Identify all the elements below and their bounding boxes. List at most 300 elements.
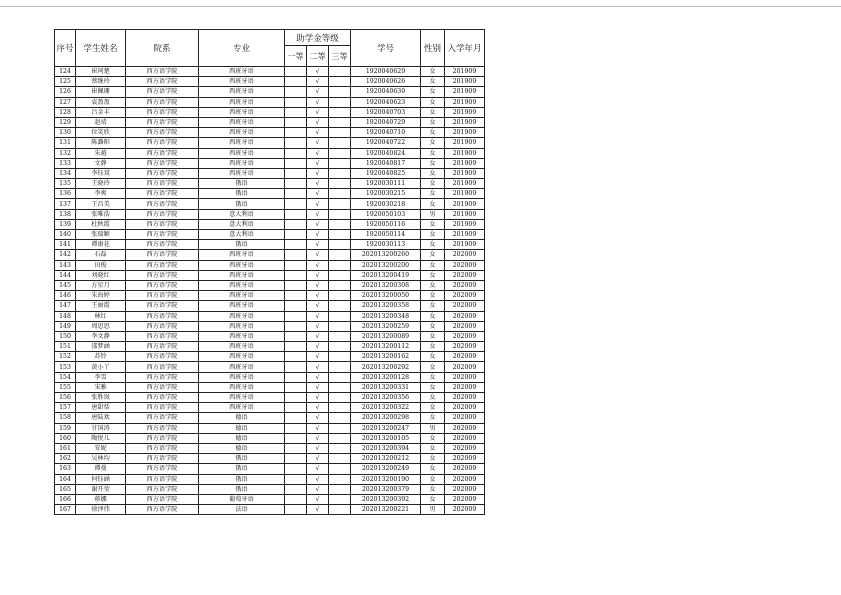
cell-gender: 女 [421, 97, 445, 107]
cell-name: 徐泽伟 [76, 505, 126, 515]
cell-enroll-date: 201909 [445, 240, 485, 250]
cell-enroll-date: 202009 [445, 301, 485, 311]
cell-gender: 女 [421, 107, 445, 117]
table-row [55, 107, 485, 117]
cell-name: 周思思 [76, 321, 126, 331]
cell-college: 西方语学院 [126, 270, 199, 280]
cell-level-3 [329, 331, 351, 341]
cell-enroll-date: 202009 [445, 454, 485, 464]
cell-level-3 [329, 107, 351, 117]
cell-level-2: √ [307, 240, 329, 250]
cell-college: 西方语学院 [126, 209, 199, 219]
cell-student-id: 202013200247 [351, 423, 421, 433]
cell-index: 158 [55, 413, 76, 423]
cell-level-2: √ [307, 250, 329, 260]
cell-major: 西班牙语 [199, 352, 285, 362]
table-row [55, 158, 485, 168]
cell-enroll-date: 202009 [445, 474, 485, 484]
cell-level-3 [329, 393, 351, 403]
table-row [55, 474, 485, 484]
cell-level-1 [285, 443, 307, 453]
cell-gender: 女 [421, 352, 445, 362]
cell-level-3 [329, 87, 351, 97]
cell-index: 156 [55, 393, 76, 403]
cell-enroll-date: 202009 [445, 291, 485, 301]
cell-level-2: √ [307, 311, 329, 321]
cell-level-2: √ [307, 260, 329, 270]
cell-name: 安妮 [76, 443, 126, 453]
cell-name: 林红 [76, 311, 126, 321]
cell-college: 西方语学院 [126, 107, 199, 117]
cell-enroll-date: 202009 [445, 331, 485, 341]
cell-student-id: 202013200221 [351, 505, 421, 515]
cell-student-id: 202013200089 [351, 331, 421, 341]
cell-index: 165 [55, 484, 76, 494]
cell-student-id: 1920040710 [351, 128, 421, 138]
cell-level-3 [329, 77, 351, 87]
cell-level-1 [285, 138, 307, 148]
cell-name: 崔佩珊 [76, 87, 126, 97]
cell-student-id: 202013200112 [351, 342, 421, 352]
cell-level-2: √ [307, 372, 329, 382]
cell-student-id: 202013200379 [351, 484, 421, 494]
cell-name: 朱海婷 [76, 291, 126, 301]
cell-enroll-date: 201909 [445, 87, 485, 97]
cell-college: 西方语学院 [126, 230, 199, 240]
cell-major: 西班牙语 [199, 291, 285, 301]
cell-enroll-date: 202009 [445, 505, 485, 515]
cell-level-3 [329, 464, 351, 474]
cell-enroll-date: 202009 [445, 352, 485, 362]
cell-student-id: 1920040626 [351, 77, 421, 87]
cell-major: 西班牙语 [199, 280, 285, 290]
cell-gender: 女 [421, 158, 445, 168]
cell-student-id: 1920030113 [351, 240, 421, 250]
cell-level-3 [329, 199, 351, 209]
cell-major: 意大利语 [199, 209, 285, 219]
cell-index: 141 [55, 240, 76, 250]
cell-level-2: √ [307, 291, 329, 301]
table-row [55, 219, 485, 229]
cell-level-2: √ [307, 97, 329, 107]
cell-student-id: 1920040817 [351, 158, 421, 168]
cell-student-id: 202013200298 [351, 413, 421, 423]
cell-level-1 [285, 403, 307, 413]
cell-major: 俄语 [199, 240, 285, 250]
cell-name: 杜秋霞 [76, 219, 126, 229]
cell-student-id: 202013200392 [351, 494, 421, 504]
cell-name: 李钰双 [76, 168, 126, 178]
cell-level-1 [285, 87, 307, 97]
cell-college: 西方语学院 [126, 393, 199, 403]
cell-name: 崔珂楚 [76, 67, 126, 77]
cell-student-id: 1920030111 [351, 179, 421, 189]
cell-level-1 [285, 382, 307, 392]
cell-name: 宋雅 [76, 382, 126, 392]
cell-enroll-date: 202009 [445, 464, 485, 474]
cell-name: 田俊 [76, 260, 126, 270]
cell-college: 西方语学院 [126, 158, 199, 168]
cell-college: 西方语学院 [126, 67, 199, 77]
cell-index: 144 [55, 270, 76, 280]
cell-level-3 [329, 280, 351, 290]
cell-enroll-date: 202009 [445, 443, 485, 453]
cell-level-2: √ [307, 230, 329, 240]
cell-college: 西方语学院 [126, 97, 199, 107]
cell-college: 西方语学院 [126, 372, 199, 382]
grant-table [54, 29, 485, 515]
cell-level-1 [285, 148, 307, 158]
cell-level-2: √ [307, 494, 329, 504]
table-row [55, 321, 485, 331]
cell-index: 142 [55, 250, 76, 260]
cell-index: 159 [55, 423, 76, 433]
cell-level-1 [285, 372, 307, 382]
table-row [55, 403, 485, 413]
cell-level-3 [329, 423, 351, 433]
cell-college: 西方语学院 [126, 291, 199, 301]
cell-college: 西方语学院 [126, 505, 199, 515]
cell-index: 127 [55, 97, 76, 107]
cell-index: 143 [55, 260, 76, 270]
cell-index: 164 [55, 474, 76, 484]
cell-major: 俄语 [199, 199, 285, 209]
cell-level-3 [329, 474, 351, 484]
cell-name: 谭康花 [76, 240, 126, 250]
cell-level-1 [285, 97, 307, 107]
cell-major: 西班牙语 [199, 77, 285, 87]
cell-gender: 女 [421, 311, 445, 321]
cell-level-3 [329, 342, 351, 352]
cell-college: 西方语学院 [126, 128, 199, 138]
cell-gender: 女 [421, 464, 445, 474]
cell-enroll-date: 201909 [445, 148, 485, 158]
cell-student-id: 1920040722 [351, 138, 421, 148]
table-row [55, 179, 485, 189]
cell-level-1 [285, 301, 307, 311]
cell-gender: 女 [421, 67, 445, 77]
cell-index: 138 [55, 209, 76, 219]
cell-index: 163 [55, 464, 76, 474]
cell-index: 149 [55, 321, 76, 331]
cell-level-3 [329, 97, 351, 107]
table-row [55, 484, 485, 494]
cell-gender: 女 [421, 301, 445, 311]
cell-level-2: √ [307, 321, 329, 331]
cell-gender: 女 [421, 321, 445, 331]
cell-enroll-date: 202009 [445, 393, 485, 403]
cell-level-3 [329, 117, 351, 127]
cell-enroll-date: 202009 [445, 321, 485, 331]
cell-level-2: √ [307, 413, 329, 423]
cell-student-id: 1920050114 [351, 230, 421, 240]
cell-level-3 [329, 128, 351, 138]
cell-name: 刘晓红 [76, 270, 126, 280]
cell-gender: 女 [421, 403, 445, 413]
cell-index: 155 [55, 382, 76, 392]
cell-gender: 女 [421, 484, 445, 494]
table-row [55, 189, 485, 199]
cell-index: 133 [55, 158, 76, 168]
cell-enroll-date: 202009 [445, 413, 485, 423]
cell-index: 134 [55, 168, 76, 178]
cell-level-1 [285, 464, 307, 474]
cell-gender: 女 [421, 382, 445, 392]
cell-student-id: 202013200292 [351, 362, 421, 372]
cell-level-1 [285, 209, 307, 219]
cell-index: 160 [55, 433, 76, 443]
cell-level-2: √ [307, 352, 329, 362]
cell-gender: 女 [421, 443, 445, 453]
table-row [55, 291, 485, 301]
cell-major: 西班牙语 [199, 168, 285, 178]
cell-enroll-date: 202009 [445, 372, 485, 382]
cell-enroll-date: 201909 [445, 219, 485, 229]
cell-level-1 [285, 311, 307, 321]
cell-level-2: √ [307, 189, 329, 199]
cell-major: 意大利语 [199, 230, 285, 240]
cell-gender: 女 [421, 230, 445, 240]
cell-major: 西班牙语 [199, 393, 285, 403]
cell-level-1 [285, 362, 307, 372]
header-level-2: 二等 [307, 46, 329, 67]
cell-name: 吕金丰 [76, 107, 126, 117]
cell-index: 146 [55, 291, 76, 301]
cell-gender: 女 [421, 87, 445, 97]
cell-enroll-date: 201909 [445, 107, 485, 117]
cell-level-1 [285, 352, 307, 362]
cell-level-1 [285, 291, 307, 301]
cell-name: 朱越 [76, 148, 126, 158]
cell-major: 俄语 [199, 454, 285, 464]
cell-college: 西方语学院 [126, 321, 199, 331]
cell-level-3 [329, 168, 351, 178]
cell-index: 167 [55, 505, 76, 515]
cell-name: 蔡继玲 [76, 77, 126, 87]
cell-level-1 [285, 67, 307, 77]
cell-level-1 [285, 280, 307, 290]
cell-enroll-date: 202009 [445, 403, 485, 413]
cell-enroll-date: 202009 [445, 484, 485, 494]
cell-level-2: √ [307, 505, 329, 515]
cell-major: 西班牙语 [199, 342, 285, 352]
cell-major: 西班牙语 [199, 260, 285, 270]
cell-name: 李雪 [76, 372, 126, 382]
cell-level-1 [285, 454, 307, 464]
cell-level-1 [285, 240, 307, 250]
cell-level-3 [329, 494, 351, 504]
cell-name: 何钰涵 [76, 474, 126, 484]
cell-index: 154 [55, 372, 76, 382]
cell-major: 俄语 [199, 464, 285, 474]
cell-gender: 女 [421, 413, 445, 423]
table-row [55, 413, 485, 423]
cell-index: 135 [55, 179, 76, 189]
cell-level-1 [285, 474, 307, 484]
cell-index: 152 [55, 352, 76, 362]
table-body [55, 67, 485, 515]
cell-index: 132 [55, 148, 76, 158]
table-row [55, 260, 485, 270]
cell-enroll-date: 201909 [445, 179, 485, 189]
table-row [55, 494, 485, 504]
cell-index: 131 [55, 138, 76, 148]
table-row [55, 97, 485, 107]
cell-gender: 女 [421, 240, 445, 250]
cell-level-2: √ [307, 443, 329, 453]
table-row [55, 270, 485, 280]
table-row [55, 423, 485, 433]
cell-college: 西方语学院 [126, 443, 199, 453]
cell-index: 145 [55, 280, 76, 290]
cell-name: 李文静 [76, 331, 126, 341]
cell-major: 德语 [199, 413, 285, 423]
cell-level-2: √ [307, 331, 329, 341]
cell-index: 136 [55, 189, 76, 199]
cell-level-1 [285, 484, 307, 494]
cell-major: 法语 [199, 505, 285, 515]
cell-enroll-date: 201909 [445, 209, 485, 219]
cell-level-1 [285, 219, 307, 229]
cell-name: 蒋娜 [76, 494, 126, 504]
cell-college: 西方语学院 [126, 403, 199, 413]
cell-level-1 [285, 270, 307, 280]
cell-college: 西方语学院 [126, 494, 199, 504]
header-level-1: 一等 [285, 46, 307, 67]
cell-college: 西方语学院 [126, 423, 199, 433]
table-row [55, 128, 485, 138]
cell-gender: 女 [421, 260, 445, 270]
table-row [55, 138, 485, 148]
cell-college: 西方语学院 [126, 240, 199, 250]
cell-level-2: √ [307, 423, 329, 433]
cell-index: 125 [55, 77, 76, 87]
cell-student-id: 1920040630 [351, 87, 421, 97]
cell-level-1 [285, 117, 307, 127]
cell-name: 张唯浩 [76, 209, 126, 219]
cell-college: 西方语学院 [126, 168, 199, 178]
cell-major: 德语 [199, 433, 285, 443]
cell-name: 王晓玲 [76, 179, 126, 189]
cell-gender: 女 [421, 280, 445, 290]
cell-college: 西方语学院 [126, 250, 199, 260]
table-row [55, 230, 485, 240]
cell-name: 袁盈盈 [76, 97, 126, 107]
cell-level-2: √ [307, 382, 329, 392]
cell-level-3 [329, 505, 351, 515]
cell-student-id: 1920050116 [351, 219, 421, 229]
cell-student-id: 202013200200 [351, 260, 421, 270]
cell-student-id: 202013200260 [351, 250, 421, 260]
table-header [55, 30, 485, 67]
cell-major: 西班牙语 [199, 382, 285, 392]
cell-student-id: 202013200322 [351, 403, 421, 413]
cell-level-3 [329, 158, 351, 168]
cell-level-1 [285, 230, 307, 240]
cell-level-1 [285, 393, 307, 403]
cell-college: 西方语学院 [126, 219, 199, 229]
cell-name: 李爽 [76, 189, 126, 199]
cell-college: 西方语学院 [126, 484, 199, 494]
cell-college: 西方语学院 [126, 260, 199, 270]
cell-level-1 [285, 77, 307, 87]
cell-student-id: 1920040629 [351, 67, 421, 77]
header-gender: 性别 [421, 30, 445, 67]
cell-level-3 [329, 230, 351, 240]
cell-enroll-date: 202009 [445, 423, 485, 433]
cell-gender: 女 [421, 362, 445, 372]
cell-level-2: √ [307, 433, 329, 443]
cell-student-id: 1920040623 [351, 97, 421, 107]
cell-gender: 女 [421, 433, 445, 443]
cell-level-1 [285, 158, 307, 168]
cell-college: 西方语学院 [126, 382, 199, 392]
cell-gender: 女 [421, 189, 445, 199]
cell-level-2: √ [307, 148, 329, 158]
cell-index: 161 [55, 443, 76, 453]
table-row [55, 352, 485, 362]
cell-index: 147 [55, 301, 76, 311]
cell-level-2: √ [307, 270, 329, 280]
cell-major: 德语 [199, 423, 285, 433]
cell-index: 130 [55, 128, 76, 138]
cell-name: 位笑欣 [76, 128, 126, 138]
table-row [55, 240, 485, 250]
cell-enroll-date: 202009 [445, 311, 485, 321]
cell-level-1 [285, 342, 307, 352]
cell-level-3 [329, 260, 351, 270]
cell-gender: 女 [421, 168, 445, 178]
table-row [55, 168, 485, 178]
table-row [55, 362, 485, 372]
cell-level-3 [329, 209, 351, 219]
cell-level-3 [329, 270, 351, 280]
table-row [55, 433, 485, 443]
cell-gender: 女 [421, 250, 445, 260]
cell-major: 德语 [199, 443, 285, 453]
cell-index: 153 [55, 362, 76, 372]
cell-level-3 [329, 413, 351, 423]
cell-index: 128 [55, 107, 76, 117]
cell-college: 西方语学院 [126, 77, 199, 87]
cell-index: 124 [55, 67, 76, 77]
cell-enroll-date: 202009 [445, 382, 485, 392]
cell-enroll-date: 201909 [445, 67, 485, 77]
cell-student-id: 1920030218 [351, 199, 421, 209]
cell-student-id: 202013200050 [351, 291, 421, 301]
cell-college: 西方语学院 [126, 138, 199, 148]
cell-major: 西班牙语 [199, 148, 285, 158]
cell-level-1 [285, 494, 307, 504]
cell-name: 谢开莹 [76, 484, 126, 494]
cell-enroll-date: 201909 [445, 138, 485, 148]
cell-name: 陈潞阳 [76, 138, 126, 148]
cell-index: 151 [55, 342, 76, 352]
cell-level-3 [329, 189, 351, 199]
cell-level-2: √ [307, 128, 329, 138]
cell-level-2: √ [307, 454, 329, 464]
cell-student-id: 202013200190 [351, 474, 421, 484]
cell-level-2: √ [307, 362, 329, 372]
cell-gender: 男 [421, 209, 445, 219]
table-row [55, 250, 485, 260]
cell-name: 方星月 [76, 280, 126, 290]
cell-level-2: √ [307, 158, 329, 168]
cell-student-id: 1920050103 [351, 209, 421, 219]
cell-major: 西班牙语 [199, 331, 285, 341]
header-grant-level: 助学金等级 [285, 30, 351, 46]
table-row [55, 77, 485, 87]
